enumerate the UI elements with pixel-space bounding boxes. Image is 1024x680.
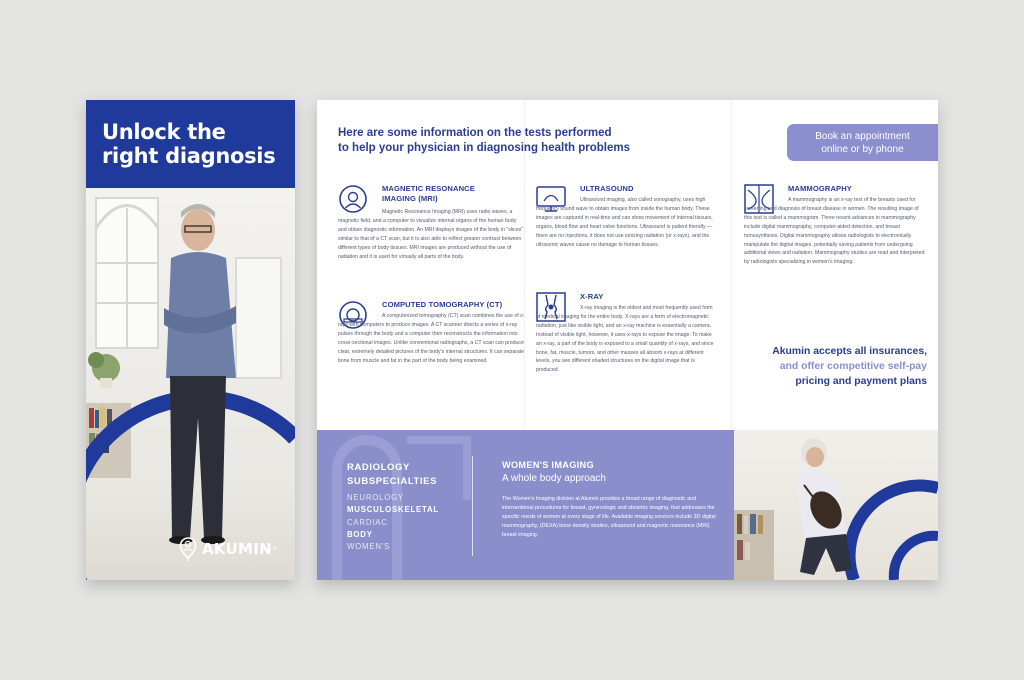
subspecialty-item: NEUROLOGY <box>347 493 405 502</box>
subspecialties-band <box>317 430 734 580</box>
insurance-line-1: Akumin accepts all insurances, <box>772 346 927 357</box>
cover-photo-man <box>86 188 295 580</box>
ultrasound-body: Ultrasound imaging, also called sonography, uses high frequency sound wave to obtain images from inside the human body. These images are captured in real-time and can show movement of internal tissues, organs, blood flow and heart valve functions. Ultrasound is patient friendly — there are no injections, it does not use ionizing radiation (or x-rays), and the ultrasonic waves cause no damage to human tissues. <box>536 197 713 248</box>
subspecialties-title-2: SUBSPECIALTIES <box>347 476 438 487</box>
subspecialties-title <box>347 461 437 489</box>
logo-wordmark: AKUMIN <box>202 540 273 558</box>
womens-imaging-title: WOMEN'S IMAGING <box>502 460 594 470</box>
akumin-logo <box>178 536 277 562</box>
photo-woman-guitar <box>734 430 938 580</box>
book-appointment-badge <box>787 124 938 161</box>
subspecialty-item: BODY <box>347 530 373 539</box>
subspecialties-title-1: RADIOLOGY <box>347 462 410 473</box>
book-line-1: Book an appointment <box>815 130 910 142</box>
registered-mark: ® <box>273 546 277 552</box>
band-divider <box>472 456 473 556</box>
subspecialty-item: WOMEN'S <box>347 542 391 551</box>
book-line-2: online or by phone <box>821 143 904 155</box>
subspecialty-item: MUSCULOSKELETAL <box>347 505 439 514</box>
insurance-statement <box>743 344 927 389</box>
womens-imaging-subtitle: A whole body approach <box>502 473 606 484</box>
subspecialty-item: CARDIAC <box>347 518 388 527</box>
mammography-body: A mammography is an x-ray test of the breasts used for screening and diagnosis of breast disease in women. The resulting image of this test is called a mammogram. Three recent advances in mammography include digital mammography, computer-aided detection, and breast tomosynthesis. Digital mammography allows radiologists to electronically manipulate the digital images, potentially saving patients from undergoing additional views and radiation. Mammography studies are read and interpreted by radiologists specializing in women's imaging. <box>744 197 925 266</box>
mri-title-2: IMAGING (MRI) <box>382 193 438 203</box>
brochure-front-cover <box>86 100 295 580</box>
brochure-inside-spread <box>317 100 938 580</box>
insurance-line-3: pricing and payment plans <box>795 376 927 387</box>
mri-title-1: MAGNETIC RESONANCE <box>382 184 475 193</box>
mammography-title: MAMMOGRAPHY <box>788 184 852 193</box>
location-pin-icon <box>178 536 198 562</box>
xray-title: X-RAY <box>580 292 604 301</box>
mri-body: Magnetic Resonance Imaging (MRI) uses radio waves, a magnetic field, and a computer to visualize internal organs of the human body and obtain diagnostic information. An MRI displays images of the body in "slices" similar to that of a CT scan, but it is also able to reflect greater contrast between different types of body tissues. MRI images are produced without the use of radiation and it is used for virtually all parts of the body. <box>338 209 524 260</box>
ultrasound-title: ULTRASOUND <box>580 184 634 193</box>
xray-body: X-ray imaging is the oldest and most frequently used form of medical imaging for the entire body. X-rays are a form of electromagnetic radiation, just like visible light, and an x-ray machine is essentially a camera. Instead of visible light, however, it uses x-rays to expose the image. To make an x-ray, a part of the body is exposed to a small quantity of x-rays, and since bone, fat, muscle, tumors, and other masses all absorb x-rays at different levels, you see different shaded structures on the digital image that is produced. <box>536 305 714 374</box>
intro-line-1: Here are some information on the tests performed <box>338 127 612 139</box>
ct-title: COMPUTED TOMOGRAPHY (CT) <box>382 300 503 309</box>
intro-heading <box>338 126 728 156</box>
fold-line <box>731 100 732 430</box>
ct-body: A computerized tomography (CT) scan combines the use of x-rays with computers to produce images. A CT scanner directs a series of x-ray pulses through the body and a computer then reconstructs the information into cross-sectional images. Unlike conventional radiographs, a CT scan can produce clear, extremely detailed pictures of the body's internal structures. It can separate bone from muscle and fat in the part of the body being examined. <box>338 313 525 364</box>
intro-line-2: to help your physician in diagnosing health problems <box>338 142 631 154</box>
cover-title: Unlock the right diagnosis <box>102 120 276 168</box>
insurance-line-2: and offer competitive self-pay <box>779 361 927 372</box>
womens-imaging-body: The Women's Imaging division at Akumin provides a broad range of diagnostic and interventional procedures for breast, gynecologic and obstetric imaging, that addresses the specific needs of women at every stage of life. Available imaging services include 3D digital mammography, (DEXA) bone density studies, ultrasound and magnetic resonance (MRI) breast imaging. <box>502 496 716 538</box>
